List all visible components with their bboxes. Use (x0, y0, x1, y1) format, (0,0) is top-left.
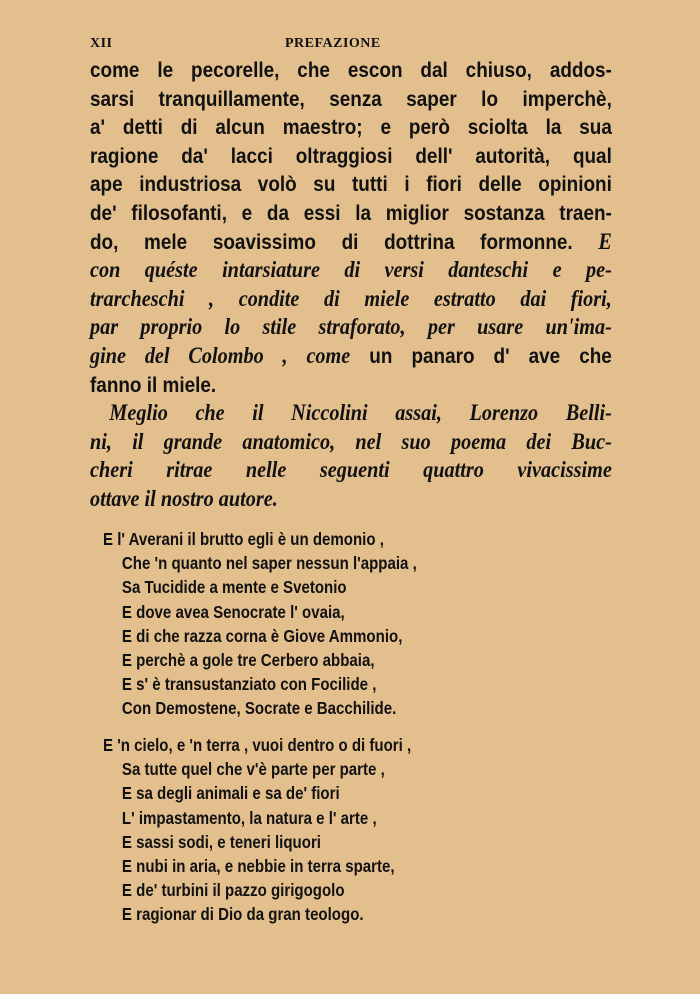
verse-line: E ragionar di Dio da gran teologo. (121, 904, 364, 925)
prose-line-italic: trarcheschi , condite di miele estratto dai fiori, (90, 285, 612, 311)
verse-line: Sa Tucidide a mente e Svetonio (121, 577, 347, 598)
italic-text: E (598, 228, 612, 254)
prose-line: come le pecorelle, che escon dal chiuso, addos- (90, 58, 612, 82)
verse-line: E de' turbini il pazzo girigogolo (121, 880, 345, 901)
prose-line: gine del Colombo , come un panaro d' ave che (90, 342, 612, 368)
page-number: XII (90, 36, 113, 51)
verse-line: E l' Averani il brutto egli è un demonio , (103, 529, 384, 549)
verse-line: E s' è transustanziato con Focilide , (121, 674, 377, 695)
verse-line: Che 'n quanto nel saper nessun l'appaia , (121, 553, 417, 574)
prose-line: ape industriosa volò su tutti i fiori delle opinioni (90, 172, 612, 197)
prose-line-italic: con quéste intarsiature di versi danteschi e pe- (90, 257, 612, 283)
prose-line-italic: cheri ritrae nelle seguenti quattro vivacissime (90, 457, 612, 483)
running-head (90, 36, 612, 54)
verse-line: E sa degli animali e sa de' fiori (121, 783, 340, 804)
prose-line: sarsi tranquillamente, senza saper lo imperchè, (90, 86, 612, 111)
prose-line: de' filosofanti, e da essi la miglior sostanza traen- (90, 200, 612, 225)
prose-line-italic: Meglio che il Niccolini assai, Lorenzo Belli- (109, 400, 612, 426)
prose-line: a' detti di alcun maestro; e però sciolta la sua (90, 115, 612, 140)
stanza-2 (103, 733, 411, 927)
prose-line: ragione da' lacci oltraggiosi dell' autorità, qual (90, 143, 612, 168)
prose-line-italic: ni, il grande anatomico, nel suo poema dei Buc- (90, 428, 612, 454)
verse-line: E 'n cielo, e 'n terra , vuoi dentro o di fuori , (103, 735, 412, 755)
prose-line: fanno il miele. (90, 372, 217, 397)
prose-body (90, 56, 612, 514)
stanza-1 (103, 527, 417, 721)
prose-line-italic: ottave il nostro autore. (90, 485, 278, 511)
verse-line: E nubi in aria, e nebbie in terra sparte, (121, 856, 395, 877)
prose-line: do, mele soavissimo di dottrina formonne. E (90, 228, 612, 254)
verse-line: L' impastamento, la natura e l' arte , (121, 807, 377, 828)
running-title: PREFAZIONE (285, 36, 381, 51)
verse-line: E di che razza corna è Giove Ammonio, (121, 625, 403, 646)
verse-line: E dove avea Senocrate l' ovaia, (121, 601, 345, 622)
prose-line-italic: par proprio lo stile straforato, per usare un'ima- (90, 314, 612, 340)
verse-line: Con Demostene, Socrate e Bacchilide. (121, 698, 397, 719)
verse-line: Sa tutte quel che v'è parte per parte , (121, 759, 385, 780)
verse-line: E perchè a gole tre Cerbero abbaia, (121, 650, 375, 671)
verse-line: E sassi sodi, e teneri liquori (121, 831, 321, 852)
